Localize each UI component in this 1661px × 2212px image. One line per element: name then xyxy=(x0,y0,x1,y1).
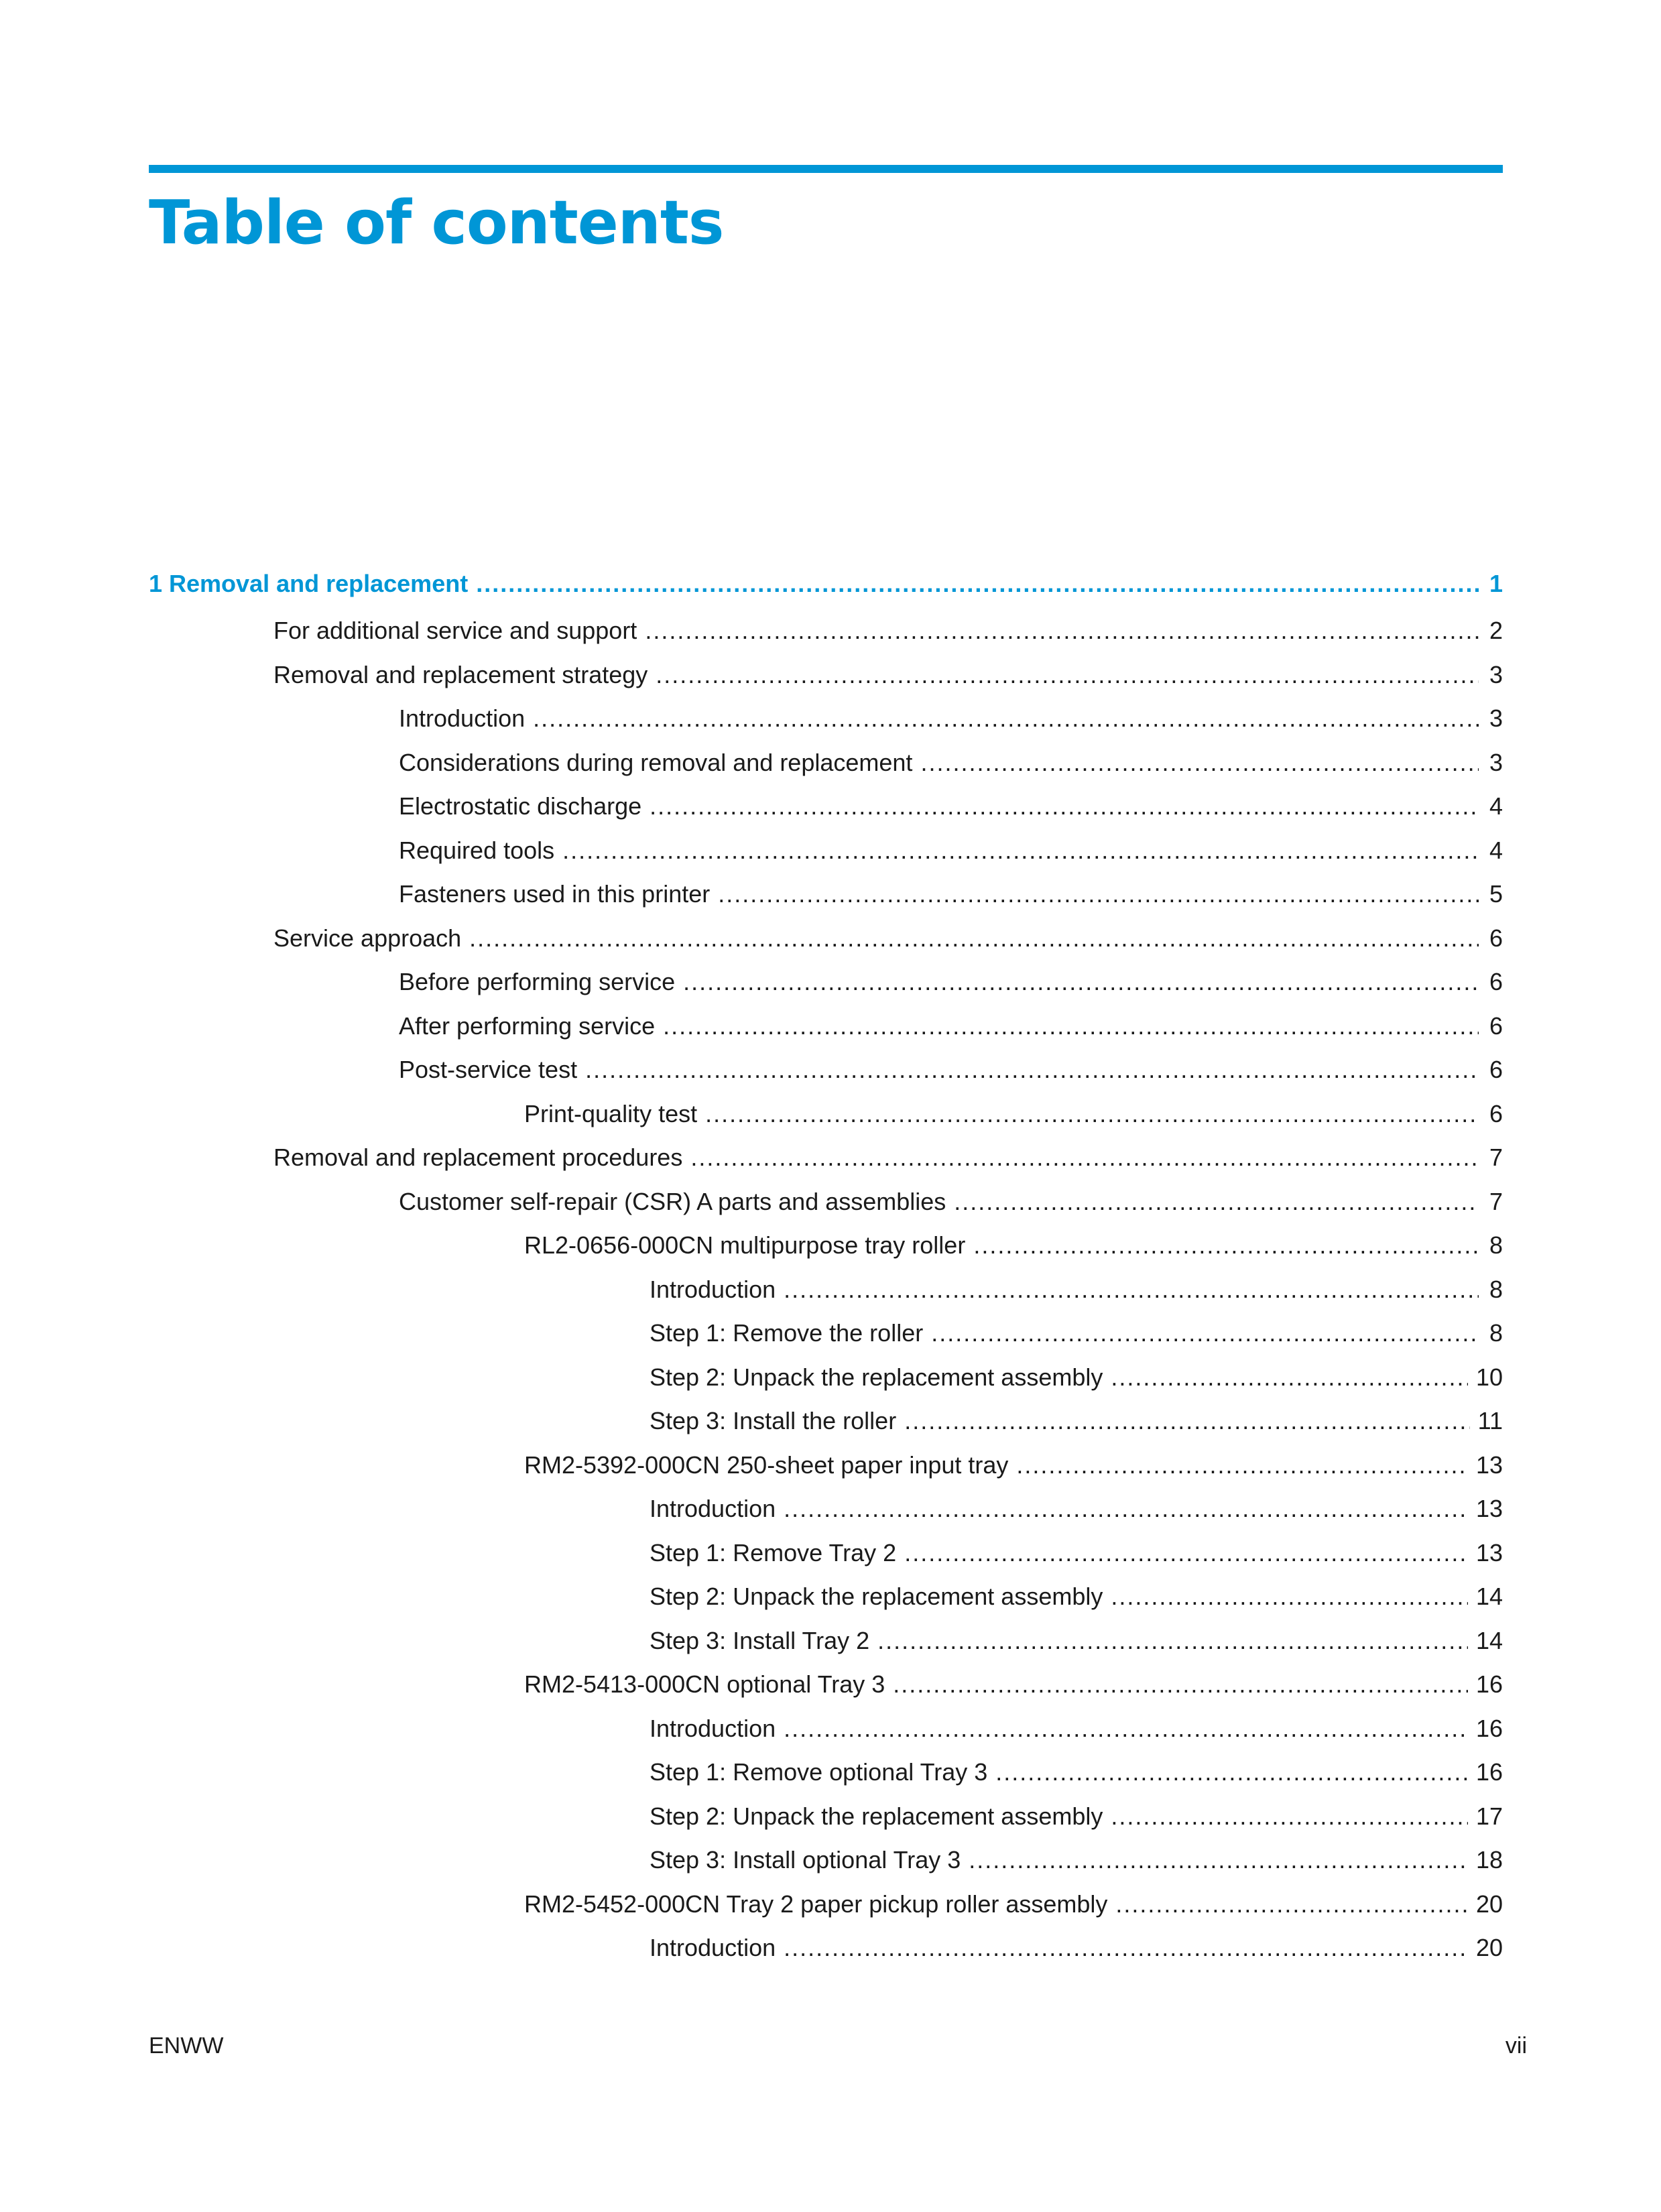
toc-dot-leader xyxy=(784,1268,1479,1311)
toc-dot-leader xyxy=(995,1750,1468,1794)
toc-entry-page: 6 xyxy=(1489,1099,1503,1127)
toc-entry[interactable] xyxy=(149,741,1503,785)
toc-entry-title: Step 2: Unpack the replacement assembly xyxy=(650,1363,1103,1391)
toc-dot-leader xyxy=(705,1092,1479,1135)
toc-entry-title: RM2-5413-000CN optional Tray 3 xyxy=(524,1670,885,1698)
toc-dot-leader xyxy=(954,1180,1479,1223)
toc-entry[interactable] xyxy=(149,1004,1503,1048)
toc-entry[interactable] xyxy=(149,1399,1503,1443)
toc-entry-title: RM2-5452-000CN Tray 2 paper pickup roller assembly xyxy=(524,1890,1108,1918)
toc-entry[interactable] xyxy=(149,784,1503,828)
toc-entry[interactable] xyxy=(149,1662,1503,1707)
toc-entry-title: Electrostatic discharge xyxy=(399,792,642,820)
toc-entry-title: Step 1: Remove the roller xyxy=(650,1319,924,1347)
toc-dot-leader xyxy=(718,872,1479,916)
toc-entry-title: Print-quality test xyxy=(524,1099,698,1127)
toc-entry[interactable] xyxy=(149,1487,1503,1531)
toc-entry[interactable] xyxy=(149,1355,1503,1400)
toc-entry-page: 17 xyxy=(1475,1802,1503,1830)
toc-dot-leader xyxy=(683,960,1479,1003)
toc-dot-leader xyxy=(1115,1882,1468,1926)
toc-entry-page: 3 xyxy=(1489,704,1503,732)
toc-dot-leader xyxy=(969,1838,1468,1882)
toc-entry-page: 10 xyxy=(1475,1363,1503,1391)
toc-entry-title: Introduction xyxy=(399,704,526,732)
toc-entry-title: Required tools xyxy=(399,836,555,864)
toc-entry-page: 13 xyxy=(1475,1451,1503,1479)
toc-entry-page: 2 xyxy=(1489,617,1503,644)
footer-label: ENWW xyxy=(149,2033,224,2059)
toc-entry-page: 20 xyxy=(1475,1934,1503,1961)
toc-entry-page: 16 xyxy=(1475,1758,1503,1786)
page-title: Table of contents xyxy=(149,188,724,258)
toc-dot-leader xyxy=(784,1487,1468,1530)
toc-entry[interactable] xyxy=(149,696,1503,741)
toc-entry-title: After performing service xyxy=(399,1011,656,1040)
toc-entry[interactable] xyxy=(149,1707,1503,1751)
toc-entry-title: RM2-5392-000CN 250-sheet paper input tray xyxy=(524,1451,1009,1479)
toc-entry-title: Step 1: Remove Tray 2 xyxy=(650,1538,897,1566)
toc-dot-leader xyxy=(663,1004,1479,1048)
toc-entry-page: 4 xyxy=(1489,836,1503,864)
toc-entry[interactable] xyxy=(149,1531,1503,1575)
toc-entry-page: 8 xyxy=(1489,1231,1503,1259)
toc-entry-chapter-1[interactable] xyxy=(149,562,1503,609)
toc-entry-title: Introduction xyxy=(650,1275,776,1303)
toc-entry-page: 8 xyxy=(1489,1275,1503,1303)
toc-entry-title: RL2-0656-000CN multipurpose tray roller xyxy=(524,1231,966,1259)
toc-entry-page: 3 xyxy=(1489,748,1503,776)
toc-dot-leader xyxy=(469,916,1479,960)
toc-entry[interactable] xyxy=(149,1882,1503,1926)
table-of-contents xyxy=(149,562,1503,1970)
toc-entry[interactable] xyxy=(149,1311,1503,1355)
toc-entry-title: Fasteners used in this printer xyxy=(399,880,711,908)
toc-entry-page: 11 xyxy=(1477,1407,1503,1434)
toc-dot-leader xyxy=(877,1619,1468,1662)
toc-entry[interactable] xyxy=(149,609,1503,653)
toc-dot-leader xyxy=(973,1223,1479,1267)
toc-dot-leader xyxy=(585,1048,1479,1091)
toc-entry[interactable] xyxy=(149,1048,1503,1092)
toc-entry-page: 7 xyxy=(1489,1187,1503,1215)
toc-entry-title: Introduction xyxy=(650,1934,776,1961)
toc-dot-leader xyxy=(1111,1794,1468,1838)
toc-entry-title: Step 3: Install optional Tray 3 xyxy=(650,1846,961,1873)
toc-dot-leader xyxy=(893,1662,1468,1706)
toc-entry-page: 13 xyxy=(1475,1495,1503,1522)
toc-entry[interactable] xyxy=(149,653,1503,697)
toc-dot-leader xyxy=(690,1135,1479,1179)
toc-entry-title: For additional service and support xyxy=(273,617,637,644)
toc-entry-page: 6 xyxy=(1489,1056,1503,1083)
toc-entry-title: 1 Removal and replacement xyxy=(149,570,469,597)
toc-entry[interactable] xyxy=(149,1092,1503,1136)
toc-entry-page: 4 xyxy=(1489,792,1503,820)
toc-entry-title: Post-service test xyxy=(399,1056,578,1083)
toc-dot-leader xyxy=(533,696,1479,740)
toc-entry-page: 6 xyxy=(1489,968,1503,995)
toc-entry-page: 1 xyxy=(1489,570,1503,597)
toc-entry-title: Introduction xyxy=(650,1714,776,1742)
toc-dot-leader xyxy=(920,741,1479,784)
toc-entry-title: Customer self-repair (CSR) A parts and assemblies xyxy=(399,1187,946,1215)
toc-entry-page: 6 xyxy=(1489,924,1503,952)
toc-entry-title: Introduction xyxy=(650,1495,776,1522)
toc-dot-leader xyxy=(784,1926,1468,1969)
toc-entry-page: 14 xyxy=(1475,1583,1503,1610)
toc-entry-page: 13 xyxy=(1475,1538,1503,1566)
toc-entry[interactable] xyxy=(149,1575,1503,1619)
toc-entry-title: Step 3: Install Tray 2 xyxy=(650,1626,870,1654)
toc-entry-page: 14 xyxy=(1475,1626,1503,1654)
page-number: vii xyxy=(1505,2033,1527,2059)
toc-entry-page: 20 xyxy=(1475,1890,1503,1918)
toc-entry-page: 3 xyxy=(1489,660,1503,688)
title-rule xyxy=(149,165,1503,173)
toc-entry-title: Step 1: Remove optional Tray 3 xyxy=(650,1758,988,1786)
toc-entry-page: 16 xyxy=(1475,1670,1503,1698)
toc-entry-title: Before performing service xyxy=(399,968,676,995)
toc-dot-leader xyxy=(476,562,1479,605)
toc-entry-title: Step 3: Install the roller xyxy=(650,1407,897,1434)
toc-dot-leader xyxy=(931,1311,1479,1355)
toc-dot-leader xyxy=(650,784,1479,828)
toc-dot-leader xyxy=(904,1531,1468,1575)
toc-dot-leader xyxy=(1016,1443,1468,1487)
toc-dot-leader xyxy=(784,1707,1468,1750)
toc-entry-title: Step 2: Unpack the replacement assembly xyxy=(650,1802,1103,1830)
toc-entry[interactable] xyxy=(149,1794,1503,1839)
toc-entry-title: Service approach xyxy=(273,924,462,952)
toc-entry-title: Removal and replacement strategy xyxy=(273,660,648,688)
toc-entry[interactable] xyxy=(149,1750,1503,1794)
toc-entry-title: Removal and replacement procedures xyxy=(273,1144,683,1171)
toc-entry[interactable] xyxy=(149,1443,1503,1487)
toc-dot-leader xyxy=(904,1399,1469,1442)
toc-entry[interactable] xyxy=(149,1838,1503,1882)
toc-entry-page: 8 xyxy=(1489,1319,1503,1347)
toc-dot-leader xyxy=(645,609,1479,652)
toc-dot-leader xyxy=(1111,1575,1468,1618)
toc-entry[interactable] xyxy=(149,1268,1503,1312)
toc-entry[interactable] xyxy=(149,828,1503,873)
toc-dot-leader xyxy=(1111,1355,1468,1399)
toc-entry[interactable] xyxy=(149,1926,1503,1970)
toc-entry-page: 6 xyxy=(1489,1011,1503,1040)
toc-entry[interactable] xyxy=(149,1180,1503,1224)
toc-entry[interactable] xyxy=(149,916,1503,961)
toc-entry-page: 7 xyxy=(1489,1144,1503,1171)
toc-entry-page: 5 xyxy=(1489,880,1503,908)
toc-entry[interactable] xyxy=(149,1135,1503,1180)
toc-entry[interactable] xyxy=(149,872,1503,916)
toc-dot-leader xyxy=(656,653,1479,696)
toc-entry-page: 16 xyxy=(1475,1714,1503,1742)
toc-entry[interactable] xyxy=(149,1223,1503,1268)
toc-entry[interactable] xyxy=(149,960,1503,1004)
toc-entry[interactable] xyxy=(149,1619,1503,1663)
toc-entry-title: Considerations during removal and replacement xyxy=(399,748,913,776)
toc-dot-leader xyxy=(562,828,1479,872)
toc-entry-title: Step 2: Unpack the replacement assembly xyxy=(650,1583,1103,1610)
toc-entry-page: 18 xyxy=(1475,1846,1503,1873)
